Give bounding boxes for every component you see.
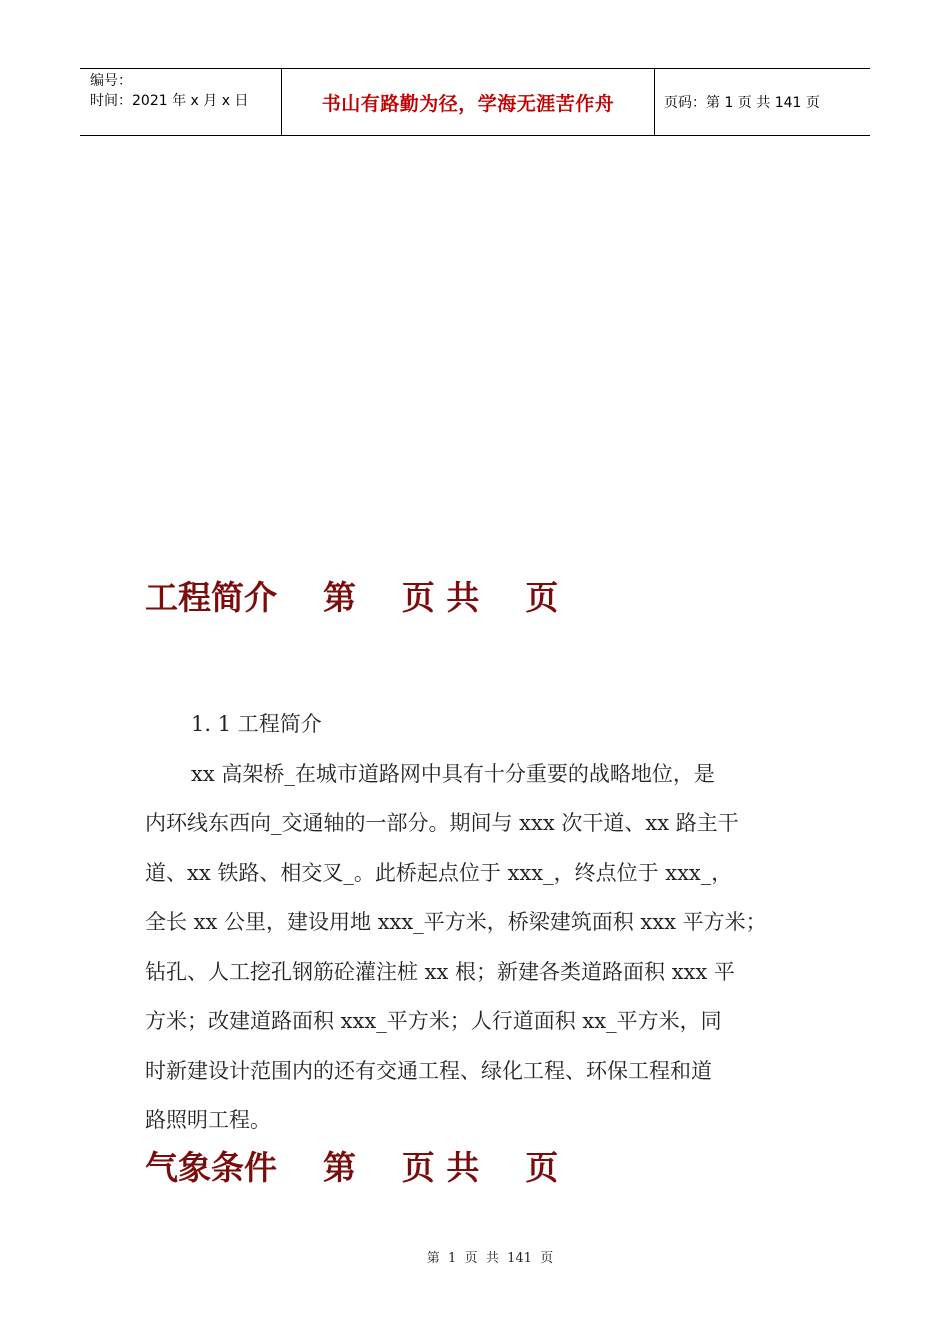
- paragraph-line: 全长 xx 公里，建设用地 xxx_平方米，桥梁建筑面积 xxx 平方米；: [145, 910, 767, 934]
- paragraph-line: 道、xx 铁路、相交叉_。此桥起点位于 xxx_，终点位于 xxx_，: [145, 860, 733, 885]
- header-meta: [90, 71, 248, 111]
- header-divider: [654, 69, 655, 135]
- time-label: 时间：2021 年 x 月 x 日: [90, 93, 249, 109]
- header-page-label: 页码：第 1 页 共 141 页: [664, 95, 820, 111]
- paragraph-line: 钻孔、人工挖孔钢筋砼灌注桩 xx 根；新建各类道路面积 xxx 平: [145, 959, 735, 984]
- section-heading-weather: 气象条件 第 页 共 页: [145, 1148, 559, 1187]
- paragraph-line: 方米；改建道路面积 xxx_平方米；人行道面积 xx_平方米，同: [145, 1009, 722, 1033]
- header-motto: 书山有路勤为径，学海无涯苦作舟: [321, 93, 615, 115]
- paragraph-line: xx 高架桥_在城市道路网中具有十分重要的战略地位，是: [191, 761, 715, 786]
- section-heading-project-intro: 工程简介 第 页 共 页: [145, 578, 559, 617]
- number-label: 编号：: [90, 73, 132, 89]
- paragraph-line: 内环线东西向_交通轴的一部分。期间与 xxx 次干道、xx 路主干: [145, 811, 739, 835]
- body-paragraph: [145, 700, 825, 1146]
- document-header: [80, 68, 870, 136]
- paragraph-line: 路照明工程。: [145, 1108, 271, 1132]
- paragraph-line: 时新建设计范围内的还有交通工程、绿化工程、环保工程和道: [145, 1058, 712, 1083]
- subsection-title: 1. 1 工程简介: [191, 712, 322, 736]
- page-footer: 第 1 页 共 141 页: [426, 1251, 554, 1266]
